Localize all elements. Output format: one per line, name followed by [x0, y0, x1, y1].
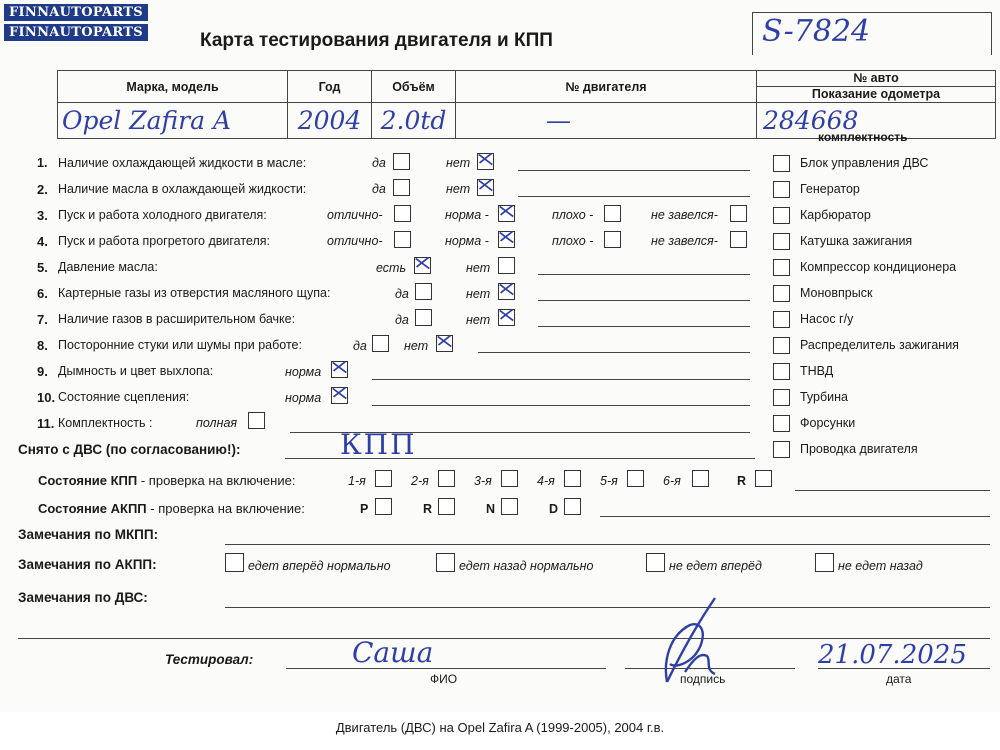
notes-line [478, 352, 750, 353]
col-volume: Объём [372, 71, 456, 103]
question-text: Давление масла: [58, 260, 158, 274]
akpp-option-checkbox[interactable] [436, 553, 455, 572]
gear-label: 3-я [474, 474, 492, 488]
option-label: полная [196, 416, 238, 430]
completeness-item: Компрессор кондиционера [800, 260, 957, 274]
notes-line [225, 544, 990, 545]
notes-line [518, 170, 750, 171]
notes-line [372, 405, 750, 406]
question-number: 2. [37, 182, 48, 197]
check-mark-icon [498, 281, 515, 298]
completeness-item: ТНВД [800, 364, 834, 378]
akpp-option-checkbox[interactable] [815, 553, 834, 572]
gear-label: R [423, 502, 433, 516]
option-checkbox[interactable] [393, 153, 410, 170]
question-number: 5. [37, 260, 48, 275]
notes-line [600, 516, 990, 517]
remarks-mkpp-label: Замечания по МКПП: [18, 527, 159, 542]
volume-value: 2.0td [372, 103, 456, 139]
kpp-label-bold: Состояние КПП [38, 473, 138, 488]
option-label: отлично- [327, 208, 383, 222]
completeness-checkbox[interactable] [773, 441, 790, 458]
option-checkbox[interactable] [730, 205, 747, 222]
engine-number-value: — [456, 103, 757, 139]
notes-line [795, 490, 990, 491]
notes-line [818, 668, 990, 669]
notes-line [285, 458, 755, 459]
akpp-option-label: едет назад нормально [459, 559, 594, 573]
notes-line [18, 638, 990, 639]
check-mark-icon [414, 255, 431, 272]
question-text: Пуск и работа холодного двигателя: [58, 208, 267, 222]
option-label: плохо - [552, 208, 594, 222]
option-label: не завелся- [651, 234, 718, 248]
option-checkbox[interactable] [415, 283, 432, 300]
akpp-option-label: едет вперёд нормально [248, 559, 391, 573]
option-label: норма [285, 365, 322, 379]
question-text: Комплектность : [58, 416, 153, 430]
question-number: 9. [37, 364, 48, 379]
option-label: норма - [445, 234, 489, 248]
completeness-checkbox[interactable] [773, 155, 790, 172]
gear-checkbox[interactable] [692, 470, 709, 487]
akpp-row-label [38, 501, 305, 516]
completeness-item: Проводка двигателя [800, 442, 918, 456]
completeness-checkbox[interactable] [773, 207, 790, 224]
image-caption: Двигатель (ДВС) на Opel Zafira A (1999-2005), 2004 г.в. [335, 720, 665, 735]
fio-label: ФИО [430, 672, 458, 686]
make-model-value: Opel Zafira A [58, 103, 288, 139]
question-number: 1. [37, 156, 48, 170]
completeness-item: Катушка зажигания [800, 234, 913, 248]
akpp-option-checkbox[interactable] [646, 553, 665, 572]
question-text: Пуск и работа прогретого двигателя: [58, 234, 270, 248]
kpp-row-label [38, 473, 295, 488]
question-number: 7. [37, 312, 48, 327]
question-text: Наличие масла в охлаждающей жидкости: [58, 182, 307, 196]
question-number: 3. [37, 208, 48, 223]
option-checkbox[interactable] [498, 257, 515, 274]
option-label: норма [285, 391, 322, 405]
completeness-item: Насос г/у [800, 312, 854, 326]
option-label: отлично- [327, 234, 383, 248]
completeness-checkbox[interactable] [773, 389, 790, 406]
col-year: Год [288, 71, 372, 103]
option-label: плохо - [552, 234, 594, 248]
remarks-dvs-label: Замечания по ДВС: [18, 590, 148, 605]
gear-label: R [737, 474, 747, 488]
gear-checkbox[interactable] [627, 470, 644, 487]
completeness-checkbox[interactable] [773, 285, 790, 302]
tester-name: Саша [352, 636, 434, 669]
option-label: да [395, 287, 409, 301]
option-label: нет [466, 287, 491, 301]
check-mark-icon [331, 359, 348, 376]
akpp-label-bold: Состояние АКПП [38, 501, 147, 516]
question-text: Наличие газов в расширительном бачке: [58, 312, 296, 326]
completeness-item: Моновпрыск [800, 286, 873, 300]
question-text: Дымность и цвет выхлопа: [58, 364, 214, 378]
option-checkbox[interactable] [394, 205, 411, 222]
option-checkbox[interactable] [248, 412, 265, 429]
option-label: нет [466, 313, 491, 327]
col-make-model: Марка, модель [58, 71, 288, 103]
option-label: не завелся- [651, 208, 718, 222]
year-value: 2004 [288, 103, 372, 139]
completeness-checkbox[interactable] [773, 363, 790, 380]
option-label: нет [466, 261, 491, 275]
check-mark-icon [436, 333, 453, 350]
check-mark-icon [477, 177, 494, 194]
check-mark-icon [498, 307, 515, 324]
completeness-checkbox[interactable] [773, 337, 790, 354]
option-checkbox[interactable] [394, 231, 411, 248]
option-label: есть [376, 261, 407, 275]
option-label: нет [446, 182, 471, 196]
notes-line [538, 300, 750, 301]
option-label: да [353, 339, 367, 353]
gear-label: 2-я [411, 474, 429, 488]
option-label: да [372, 156, 386, 170]
option-checkbox[interactable] [730, 231, 747, 248]
date-label: дата [886, 672, 912, 686]
completeness-checkbox[interactable] [773, 415, 790, 432]
notes-line [538, 274, 750, 275]
notes-line [286, 668, 606, 669]
gear-label: 1-я [348, 474, 366, 488]
gear-label: D [549, 502, 559, 516]
check-mark-icon [498, 229, 515, 246]
col-odometer [757, 71, 996, 103]
signature-label: подпись [680, 672, 726, 686]
gear-checkbox[interactable] [438, 470, 455, 487]
option-label: норма - [445, 208, 489, 222]
notes-line [538, 326, 750, 327]
gear-checkbox[interactable] [755, 470, 772, 487]
notes-line [372, 379, 750, 380]
question-number: 4. [37, 234, 48, 249]
question-text: Состояние сцепления: [58, 390, 190, 404]
gear-label: 4-я [537, 474, 555, 488]
completeness-item: Распределитель зажигания [800, 338, 959, 352]
question-number: 8. [37, 338, 48, 353]
gear-label: 6-я [663, 474, 681, 488]
gear-label: N [486, 502, 496, 516]
auto-number-label: № авто [757, 71, 995, 87]
kpp-label: - проверка на включение: [137, 473, 296, 488]
watermark-top: FINNAUTOPARTS [4, 4, 148, 21]
completeness-item: Карбюратор [800, 208, 871, 222]
notes-line [225, 607, 990, 608]
option-checkbox[interactable] [604, 205, 621, 222]
question-number: 11. [37, 416, 55, 431]
question-text: Картерные газы из отверстия масляного щупа: [58, 286, 331, 300]
completeness-checkbox[interactable] [773, 311, 790, 328]
check-mark-icon [477, 151, 494, 168]
option-label: нет [446, 156, 471, 170]
check-mark-icon [498, 203, 515, 220]
akpp-label: - проверка на включение: [146, 501, 305, 516]
remarks-akpp-label: Замечания по АКПП: [18, 557, 157, 572]
akpp-option-label: не едет вперёд [669, 559, 762, 573]
completeness-title: комплектность [818, 130, 908, 144]
gear-checkbox[interactable] [564, 498, 581, 515]
question-number: 10. [37, 390, 56, 405]
gear-checkbox[interactable] [375, 498, 392, 515]
check-mark-icon [331, 385, 348, 402]
gear-label: P [360, 502, 369, 516]
page-title: Карта тестирования двигателя и КПП [200, 30, 553, 51]
gear-checkbox[interactable] [501, 498, 518, 515]
completeness-item: Турбина [800, 390, 848, 404]
gear-label: 5-я [600, 474, 618, 488]
completeness-item: Форсунки [800, 416, 856, 430]
option-label: нет [404, 339, 429, 353]
question-text: Посторонние стуки или шумы при работе: [58, 338, 302, 352]
gear-checkbox[interactable] [564, 470, 581, 487]
col-engine-number: № двигателя [456, 71, 757, 103]
option-checkbox[interactable] [415, 309, 432, 326]
odometer-value: 284668 [757, 103, 996, 139]
akpp-option-checkbox[interactable] [225, 553, 244, 572]
auto-number-value: S-7824 [762, 14, 871, 49]
question-number: 6. [37, 286, 48, 301]
gear-checkbox[interactable] [501, 470, 518, 487]
completeness-checkbox[interactable] [773, 259, 790, 276]
notes-line [518, 196, 750, 197]
completeness-item: Блок управления ДВС [800, 156, 929, 170]
completeness-checkbox[interactable] [773, 181, 790, 198]
completeness-item: Генератор [800, 182, 860, 196]
gear-checkbox[interactable] [375, 470, 392, 487]
option-label: да [395, 313, 409, 327]
akpp-option-label: не едет назад [838, 559, 923, 573]
watermark-bottom: FINNAUTOPARTS [4, 24, 148, 41]
completeness-checkbox[interactable] [773, 233, 790, 250]
date-value: 21.07.2025 [818, 640, 967, 670]
removed-label: Снято с ДВС (по согласованию!): [18, 442, 241, 457]
removed-value: КПП [340, 428, 417, 461]
vehicle-header-table [57, 70, 996, 139]
option-label: да [372, 182, 386, 196]
odometer-label: Показание одометра [811, 87, 941, 101]
option-checkbox[interactable] [393, 179, 410, 196]
option-checkbox[interactable] [604, 231, 621, 248]
question-text: Наличие охлаждающей жидкости в масле: [58, 156, 307, 170]
option-checkbox[interactable] [372, 335, 389, 352]
gear-checkbox[interactable] [438, 498, 455, 515]
tested-label: Тестировал: [165, 652, 254, 667]
